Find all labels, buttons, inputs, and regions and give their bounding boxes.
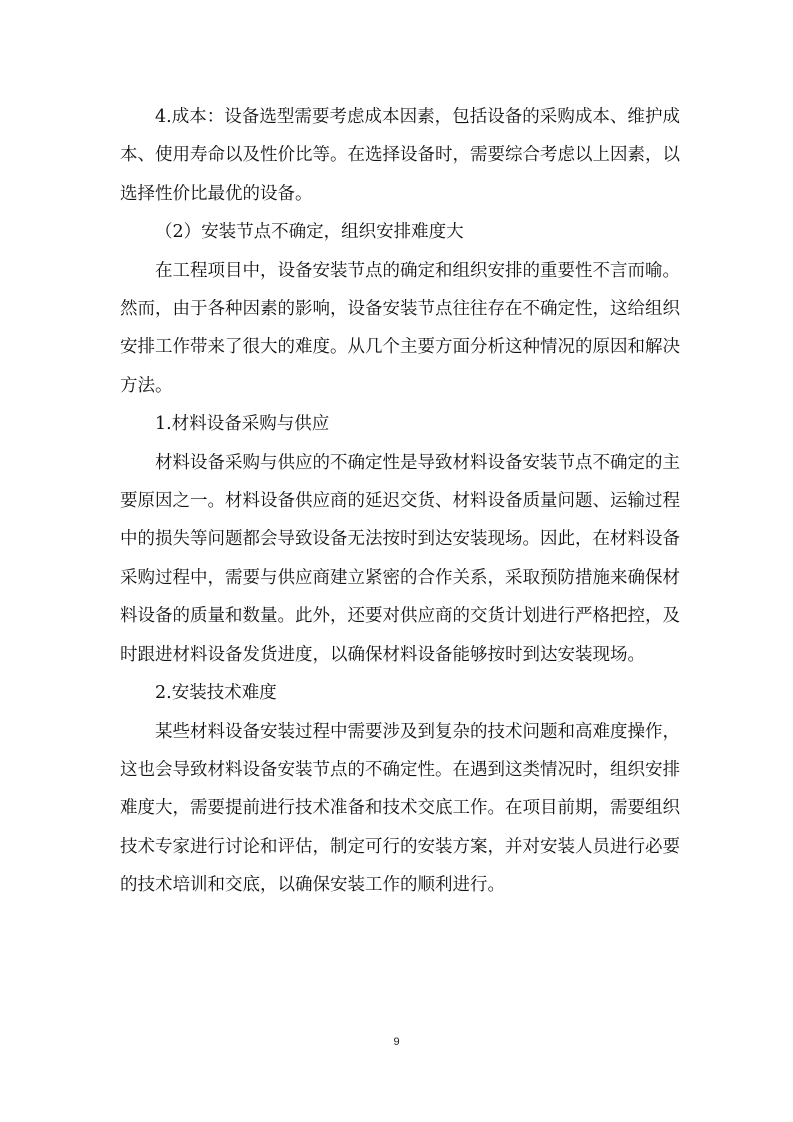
page-number: 9 [393, 1036, 400, 1048]
document-body [120, 98, 680, 905]
paragraph-installation-intro: 在工程项目中，设备安装节点的确定和组织安排的重要性不言而喻。然而，由于各种因素的影响，设备安装节点往往存在不确定性，这给组织安排工作带来了很大的难度。从几个主要方面分析这种情况的原因和解决方法。 [120, 260, 680, 396]
paragraph-technical-difficulty: 某些材料设备安装过程中需要涉及到复杂的技术问题和高难度操作，这也会导致材料设备安装节点的不确定性。在遇到这类情况时，组织安排难度大，需要提前进行技术准备和技术交底工作。在项目前期，需要组织技术专家进行讨论和评估，制定可行的安装方案，并对安装人员进行必要的技术培训和交底，以确保安装工作的顺利进行。 [120, 721, 680, 896]
paragraph-cost: 4.成本：设备选型需要考虑成本因素，包括设备的采购成本、维护成本、使用寿命以及性价比等。在选择设备时，需要综合考虑以上因素，以选择性价比最优的设备。 [120, 107, 680, 204]
paragraph-procurement-supply: 材料设备采购与供应的不确定性是导致材料设备安装节点不确定的主要原因之一。材料设备供应商的延迟交货、材料设备质量问题、运输过程中的损失等问题都会导致设备无法按时到达安装现场。因此，在材料设备采购过程中，需要与供应商建立紧密的合作关系，采取预防措施来确保材料设备的质量和数量。此外，还要对供应商的交货计划进行严格把控，及时跟进材料设备发货进度，以确保材料设备能够按时到达安装现场。 [120, 452, 680, 665]
section-heading-installation-nodes: （2）安装节点不确定，组织安排难度大 [155, 222, 464, 243]
subheading-procurement-supply: 1.材料设备采购与供应 [155, 414, 330, 435]
subheading-technical-difficulty: 2.安装技术难度 [155, 683, 277, 704]
